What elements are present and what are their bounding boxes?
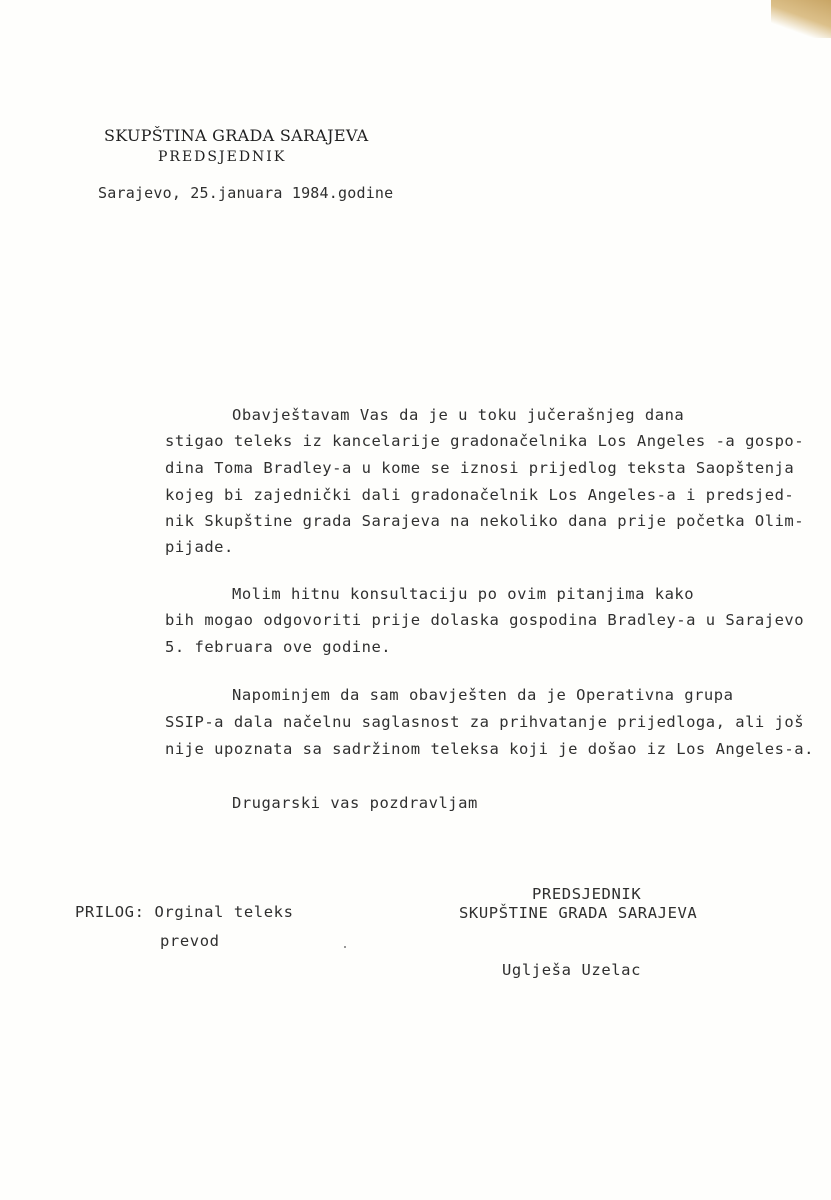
- attachment-line: prevod: [160, 932, 220, 950]
- signature-title: SKUPŠTINE GRADA SARAJEVA: [459, 904, 698, 922]
- paper-speck: [344, 946, 346, 948]
- body-line: nik Skupštine grada Sarajeva na nekoliko dana prije početka Olim-: [165, 512, 805, 530]
- body-line: bih mogao odgovoriti prije dolaska gospodina Bradley-a u Sarajevo: [165, 611, 805, 629]
- letterhead-title: PREDSJEDNIK: [158, 149, 287, 165]
- body-line: kojeg bi zajednički dali gradonačelnik Los Angeles-a i predsjed-: [165, 486, 795, 504]
- body-line: stigao teleks iz kancelarije gradonačelnika Los Angeles -a gospo-: [165, 432, 805, 450]
- letter-date: Sarajevo, 25.januara 1984.godine: [98, 184, 394, 202]
- closing-line: Drugarski vas pozdravljam: [232, 794, 478, 812]
- body-line: 5. februara ove godine.: [165, 638, 392, 656]
- letterhead: [104, 126, 368, 165]
- body-line: Obavještavam Vas da je u toku jučerašnjeg dana: [232, 406, 685, 424]
- paper-corner-edge: [771, 0, 831, 38]
- attachment-line: PRILOG: Orginal teleks: [75, 903, 294, 921]
- body-line: pijade.: [165, 538, 234, 556]
- body-line: SSIP-a dala načelnu saglasnost za prihvatanje prijedloga, ali još: [165, 713, 805, 731]
- letterhead-organization: SKUPŠTINA GRADA SARAJEVA: [104, 126, 369, 145]
- body-line: dina Toma Bradley-a u kome se iznosi prijedlog teksta Saopštenja: [165, 459, 795, 477]
- body-line: Napominjem da sam obavješten da je Operativna grupa: [232, 686, 734, 704]
- body-line: nije upoznata sa sadržinom teleksa koji je došao iz Los Angeles-a.: [165, 740, 814, 758]
- body-line: Molim hitnu konsultaciju po ovim pitanjima kako: [232, 585, 695, 603]
- signature-title: PREDSJEDNIK: [532, 885, 642, 903]
- signature-name: Uglješa Uzelac: [502, 961, 642, 979]
